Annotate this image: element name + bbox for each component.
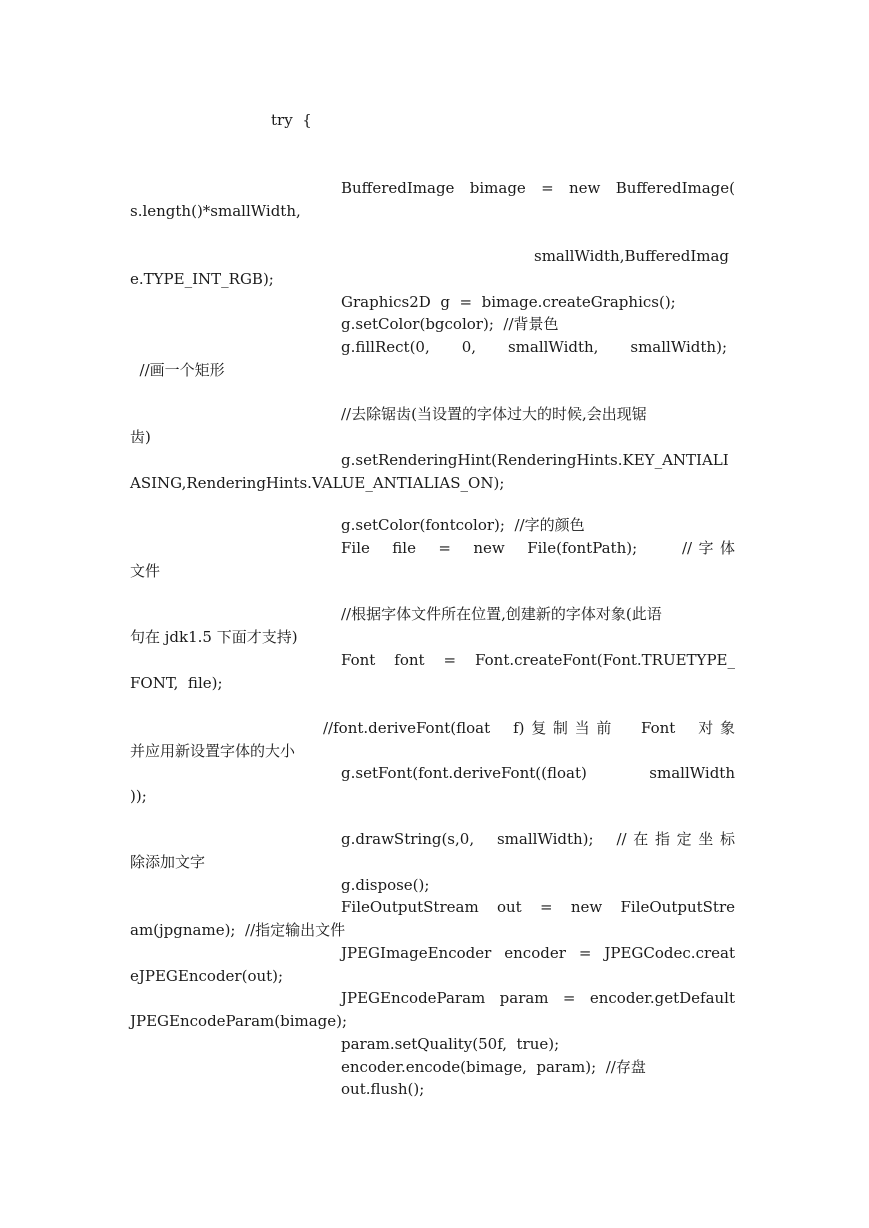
- code-line: e.TYPE_INT_RGB);: [130, 270, 274, 288]
- code-line: FONT, file);: [130, 674, 223, 692]
- code-line: g.setColor(fontcolor); //字的颜色: [341, 516, 585, 534]
- code-line: g.setColor(bgcolor); //背景色: [341, 315, 559, 333]
- code-line: g.setFont(font.deriveFont((float) smallWidth: [341, 764, 735, 782]
- code-line: g.dispose();: [341, 876, 430, 894]
- code-comment: //font.deriveFont(float f)复制当前 Font 对象: [323, 719, 735, 737]
- code-line: out.flush();: [341, 1080, 425, 1098]
- code-line: 文件: [130, 562, 161, 580]
- code-line: 除添加文字: [130, 853, 206, 871]
- code-line: BufferedImage bimage = new BufferedImage(: [341, 179, 735, 197]
- code-line: g.drawString(s,0, smallWidth); //在指定坐标: [341, 830, 735, 848]
- code-line: JPEGEncodeParam(bimage);: [130, 1012, 348, 1030]
- code-line: //画一个矩形: [130, 361, 225, 379]
- code-line: ));: [130, 787, 147, 805]
- code-line: JPEGEncodeParam param = encoder.getDefault: [341, 989, 735, 1007]
- code-comment: //去除锯齿(当设置的字体过大的时候,会出现锯: [341, 405, 647, 423]
- code-line: JPEGImageEncoder encoder = JPEGCodec.creat: [341, 944, 735, 962]
- code-line: encoder.encode(bimage, param); //存盘: [341, 1058, 646, 1076]
- code-line: Graphics2D g = bimage.createGraphics();: [341, 293, 676, 311]
- code-line: g.fillRect(0, 0, smallWidth, smallWidth);: [341, 338, 727, 356]
- code-comment: 齿): [130, 428, 151, 446]
- code-line: am(jpgname); //指定输出文件: [130, 921, 346, 939]
- code-line: try {: [271, 111, 312, 129]
- code-line: File file = new File(fontPath); //字体: [341, 539, 735, 557]
- code-line: smallWidth,BufferedImag: [534, 247, 730, 265]
- code-line: FileOutputStream out = new FileOutputStre: [341, 898, 735, 916]
- code-comment: 句在 jdk1.5 下面才支持): [130, 628, 298, 646]
- code-comment: 并应用新设置字体的大小: [130, 742, 296, 760]
- code-line: eJPEGEncoder(out);: [130, 967, 284, 985]
- code-line: g.setRenderingHint(RenderingHints.KEY_ANTIALI: [341, 451, 729, 469]
- code-line: param.setQuality(50f, true);: [341, 1035, 560, 1053]
- code-line: Font font = Font.createFont(Font.TRUETYPE_: [341, 651, 735, 669]
- code-comment: //根据字体文件所在位置,创建新的字体对象(此语: [341, 605, 662, 623]
- code-line: ASING,RenderingHints.VALUE_ANTIALIAS_ON);: [130, 474, 505, 492]
- code-line: s.length()*smallWidth,: [130, 202, 301, 220]
